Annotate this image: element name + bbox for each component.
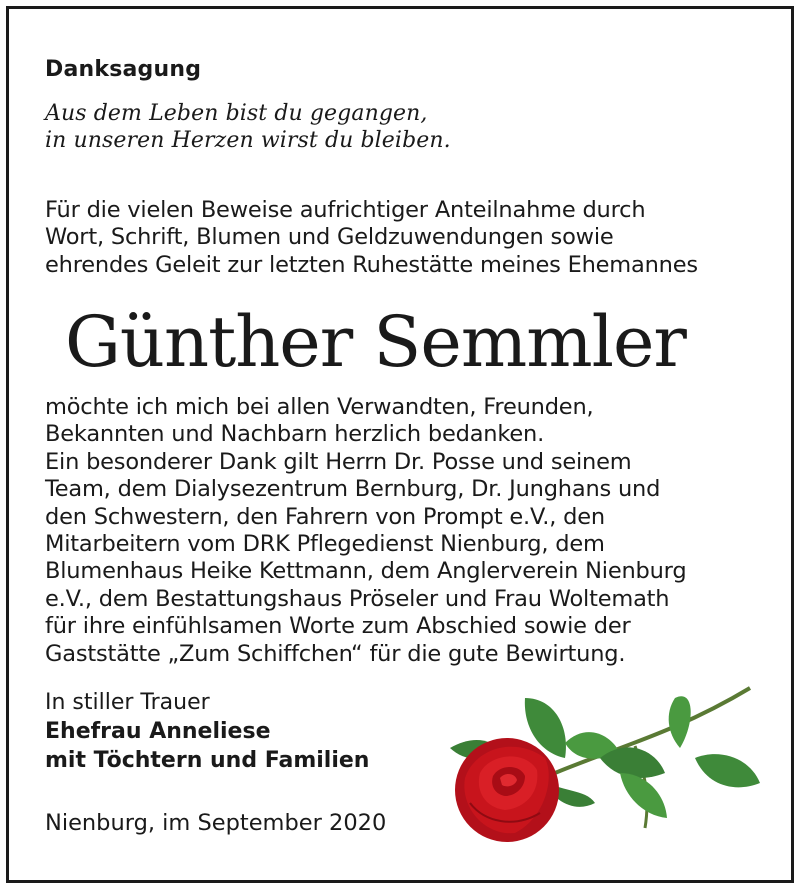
place-date: Nienburg, im September 2020 — [45, 810, 387, 836]
intro-line: Für die vielen Beweise aufrichtiger Anteilnahme durch — [45, 197, 646, 223]
body-line: Blumenhaus Heike Kettmann, dem Anglerverein Nienburg — [45, 558, 687, 585]
thanks-paragraph — [45, 394, 686, 668]
intro-paragraph — [45, 197, 698, 279]
body-line: Ein besonderer Dank gilt Herrn Dr. Posse und seinem — [45, 448, 632, 475]
body-line: Team, dem Dialysezentrum Bernburg, Dr. Junghans und — [45, 476, 661, 503]
body-line: Gaststätte „Zum Schiffchen“ für die gute Bewirtung. — [45, 640, 626, 667]
verse-line: Aus dem Leben bist du gegangen, — [45, 101, 428, 126]
rose-icon — [445, 678, 765, 848]
family-line: mit Töchtern und Familien — [45, 748, 370, 773]
wife-name: Ehefrau Anneliese — [45, 719, 271, 744]
body-line: e.V., dem Bestattungshaus Pröseler und Frau Woltemath — [45, 585, 670, 612]
heading: Danksagung — [45, 57, 202, 82]
body-line: für ihre einfühlsamen Worte zum Abschied sowie der — [45, 613, 631, 640]
body-line: möchte ich mich bei allen Verwandten, Freunden, — [45, 394, 594, 420]
verse — [45, 100, 451, 154]
intro-line: Wort, Schrift, Blumen und Geldzuwendungen sowie — [45, 224, 614, 251]
mourning-line: In stiller Trauer — [45, 690, 210, 715]
verse-line: in unseren Herzen wirst du bleiben. — [45, 128, 451, 153]
body-line: Bekannten und Nachbarn herzlich bedanken. — [45, 421, 545, 448]
deceased-name: Günther Semmler — [65, 301, 686, 383]
signature-block — [45, 688, 369, 775]
body-line: Mitarbeitern vom DRK Pflegedienst Nienburg, dem — [45, 531, 605, 558]
body-line: den Schwestern, den Fahrern von Prompt e.V., den — [45, 503, 605, 530]
intro-line: ehrendes Geleit zur letzten Ruhestätte meines Ehemannes — [45, 251, 698, 278]
